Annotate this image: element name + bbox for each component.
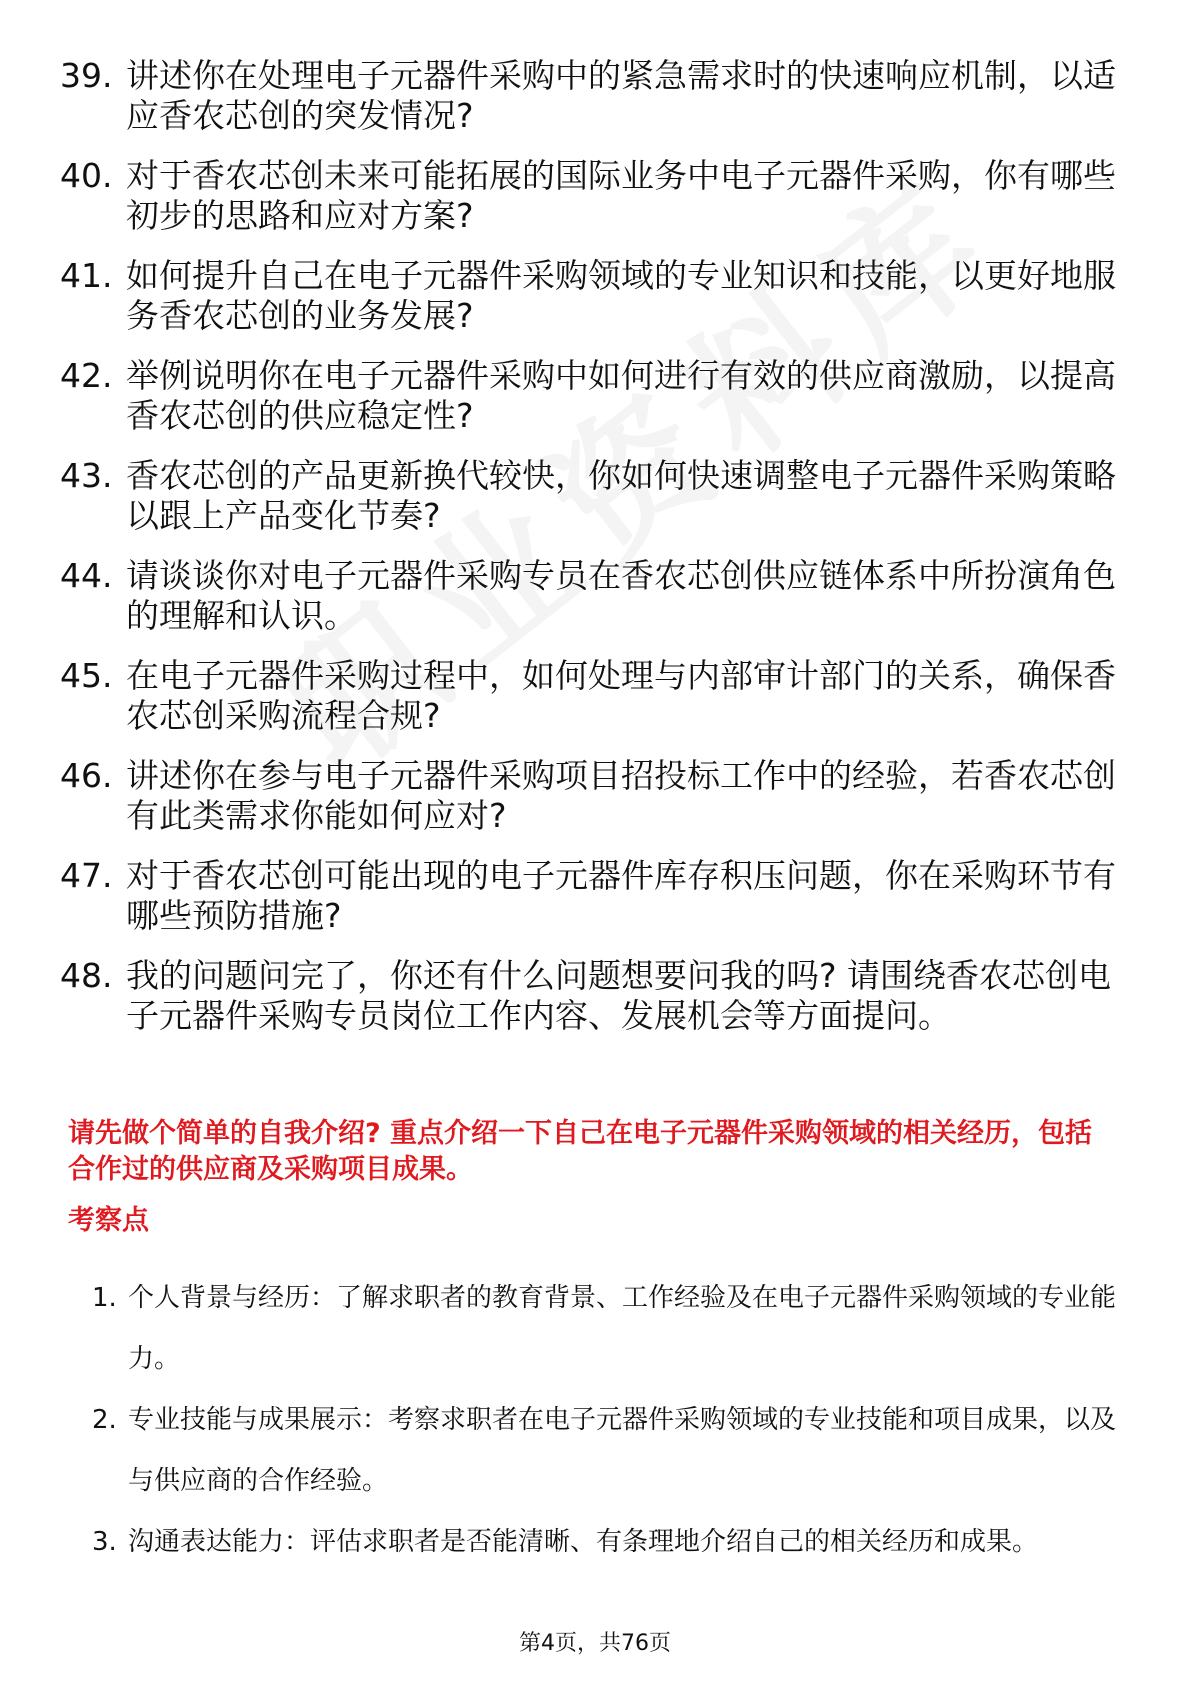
question-number: 46. [60,756,113,795]
question-number: 39. [60,56,113,95]
question-text: 在电子元器件采购过程中，如何处理与内部审计部门的关系，确保香农芯创采购流程合规? [126,656,1116,735]
page-number: 第4页，共76页 [519,1631,671,1656]
assessment-point [92,1390,1122,1512]
point-text: 专业技能与成果展示：考察求职者在电子元器件采购领域的专业技能和项目成果，以及与供应商的合作经验。 [128,1405,1117,1496]
question-number: 42. [60,356,113,395]
question-item [60,356,1120,436]
point-number: 3. [92,1527,117,1557]
question-item [60,756,1120,836]
question-number: 44. [60,556,113,595]
assessment-point [92,1512,1122,1573]
point-number: 2. [92,1405,117,1435]
question-number: 45. [60,656,113,695]
assessment-point-list [92,1268,1122,1573]
question-item [60,56,1120,136]
question-text: 香农芯创的产品更新换代较快，你如何快速调整电子元器件采购策略以跟上产品变化节奏? [126,456,1116,535]
point-text: 沟通表达能力：评估求职者是否能清晰、有条理地介绍自己的相关经历和成果。 [128,1527,1039,1557]
question-item [60,856,1120,936]
assessment-point [92,1268,1122,1390]
question-number: 43. [60,456,113,495]
question-text: 如何提升自己在电子元器件采购领域的专业知识和技能，以更好地服务香农芯创的业务发展? [126,256,1116,335]
question-text: 我的问题问完了，你还有什么问题想要问我的吗? 请围绕香农芯创电子元器件采购专员岗位工作内容、发展机会等方面提问。 [126,956,1112,1035]
section-title: 考察点 [68,1205,149,1236]
highlighted-question: 请先做个简单的自我介绍? 重点介绍一下自己在电子元器件采购领域的相关经历，包括合作过的供应商及采购项目成果。 [68,1118,1093,1185]
question-text: 对于香农芯创未来可能拓展的国际业务中电子元器件采购，你有哪些初步的思路和应对方案? [126,156,1116,235]
question-item [60,156,1120,236]
question-item [60,956,1120,1036]
question-number: 48. [60,956,113,995]
question-number: 47. [60,856,113,895]
question-item [60,556,1120,636]
point-text: 个人背景与经历：了解求职者的教育背景、工作经验及在电子元器件采购领域的专业能力。 [128,1283,1117,1374]
question-text: 讲述你在处理电子元器件采购中的紧急需求时的快速响应机制，以适应香农芯创的突发情况? [126,56,1116,135]
question-item [60,656,1120,736]
question-text: 请谈谈你对电子元器件采购专员在香农芯创供应链体系中所扮演角色的理解和认识。 [126,556,1116,635]
question-list [60,56,1120,1056]
question-number: 41. [60,256,113,295]
question-text: 讲述你在参与电子元器件采购项目招投标工作中的经验，若香农芯创有此类需求你能如何应对? [126,756,1116,835]
question-item [60,456,1120,536]
question-item [60,256,1120,336]
question-text: 举例说明你在电子元器件采购中如何进行有效的供应商激励，以提高香农芯创的供应稳定性? [126,356,1116,435]
point-number: 1. [92,1283,117,1313]
question-text: 对于香农芯创可能出现的电子元器件库存积压问题，你在采购环节有哪些预防措施? [126,856,1116,935]
question-number: 40. [60,156,113,195]
